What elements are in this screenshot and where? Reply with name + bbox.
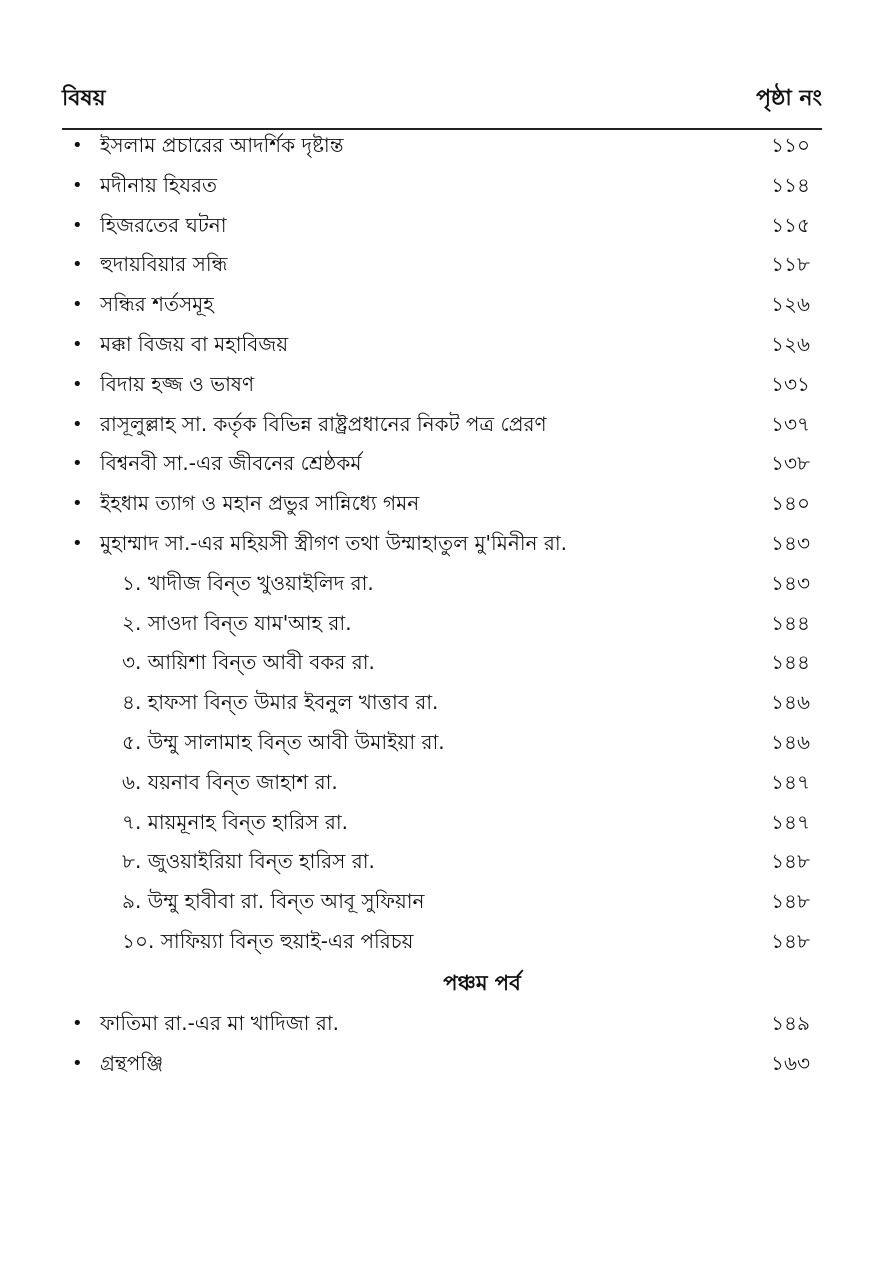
sub-entry-title: ১. খাদীজ বিন্‌ত খুওয়াইলিদ রা.: [122, 570, 374, 595]
toc-entry: [72, 365, 822, 405]
entry-page: ১১৪: [771, 172, 810, 197]
toc-entry: [72, 126, 822, 166]
entry-title: বিশ্বনবী সা.-এর জীবনের শ্রেষ্ঠকর্ম: [100, 451, 362, 476]
section-heading: পঞ্চম পর্ব: [443, 970, 521, 995]
bullet-icon: •: [72, 214, 83, 236]
page-number-column-label: পৃষ্ঠা নং: [756, 86, 822, 111]
entry-title: মক্কা বিজয় বা মহাবিজয়: [100, 331, 289, 356]
sub-entry-title: ৯. উম্মু হাবীবা রা. বিন্‌ত আবূ সুফিয়ান: [122, 889, 425, 914]
bullet-icon: •: [72, 174, 83, 196]
sub-entry-title: ৮. জুওয়াইরিয়া বিন্‌ত হারিস রা.: [122, 849, 375, 874]
entry-title: বিদায় হজ্জ ও ভাষণ: [100, 371, 255, 396]
entry-title: মদীনায় হিযরত: [100, 172, 217, 197]
entry-title: সন্ধির শর্তসমূহ: [100, 292, 214, 317]
bullet-icon: •: [72, 453, 83, 475]
sub-entry-page: ১৪৬: [771, 729, 810, 754]
toc-sub-entry: [72, 604, 822, 644]
entry-page: ১৪৯: [771, 1010, 810, 1035]
sub-entry-page: ১৪৬: [771, 690, 810, 715]
sub-entry-title: ৭. মায়মূনাহ বিন্‌ত হারিস রা.: [122, 809, 349, 834]
entry-page: ১২৬: [771, 292, 810, 317]
sub-entry-title: ৬. যয়নাব বিন্‌ত জাহাশ রা.: [122, 769, 338, 794]
toc-sub-entry: [72, 643, 822, 683]
entry-page: ১১৫: [771, 212, 810, 237]
table-of-contents: [72, 126, 822, 1083]
subject-column-label: বিষয়: [62, 86, 106, 111]
toc-header: [62, 78, 822, 130]
sub-entry-title: ১০. সাফিয়্যা বিন্‌ত হুয়াই-এর পরিচয়: [122, 928, 414, 953]
bullet-icon: •: [72, 532, 83, 554]
sub-entry-title: ৫. উম্মু সালামাহ বিন্‌ত আবী উমাইয়া রা.: [122, 729, 445, 754]
toc-sub-entry: [72, 803, 822, 843]
sub-entry-page: ১৪৭: [771, 769, 810, 794]
entry-page: ১৩৭: [771, 411, 810, 436]
toc-sub-entry: [72, 882, 822, 922]
entry-page: ১৪০: [771, 491, 810, 516]
bullet-icon: •: [72, 373, 83, 395]
bullet-icon: •: [72, 1012, 83, 1034]
bullet-icon: •: [72, 1052, 83, 1074]
toc-entry: [72, 405, 822, 445]
sub-entry-title: ৪. হাফসা বিন্‌ত উমার ইবনুল খাত্তাব রা.: [122, 690, 439, 715]
toc-entry: [72, 1004, 822, 1044]
sub-entry-page: ১৪৩: [771, 570, 810, 595]
bullet-icon: •: [72, 294, 83, 316]
entry-title: ফাতিমা রা.-এর মা খাদিজা রা.: [100, 1010, 339, 1035]
toc-sub-entry: [72, 564, 822, 604]
bullet-icon: •: [72, 135, 83, 156]
entry-title: রাসূলুল্লাহ সা. কর্তৃক বিভিন্ন রাষ্ট্রপ্রধানের নিকট পত্র প্রেরণ: [100, 411, 547, 436]
bullet-icon: •: [72, 413, 83, 435]
entry-title: গ্রন্থপঞ্জি: [100, 1050, 164, 1075]
toc-sub-entry: [72, 763, 822, 803]
entry-page: ১৪৩: [771, 530, 810, 555]
toc-entry: [72, 166, 822, 206]
toc-entry: [72, 1044, 822, 1084]
toc-sub-entry: [72, 723, 822, 763]
toc-entry: [72, 285, 822, 325]
entry-page: ১৩৮: [771, 451, 810, 476]
bullet-icon: •: [72, 493, 83, 515]
entry-page: ১৩১: [771, 371, 810, 396]
entry-title: হিজরতের ঘটনা: [100, 212, 227, 237]
sub-entry-title: ২. সাওদা বিন্‌ত যাম'আহ রা.: [122, 610, 352, 635]
toc-entry: [72, 524, 822, 564]
entry-title: মুহাম্মাদ সা.-এর মহিয়সী স্ত্রীগণ তথা উম্মাহাতুল মু'মিনীন রা.: [100, 530, 567, 555]
toc-entry: [72, 245, 822, 285]
sub-entry-page: ১৪৭: [771, 809, 810, 834]
sub-entry-title: ৩. আয়িশা বিন্‌ত আবী বকর রা.: [122, 650, 375, 675]
entry-title: ইহধাম ত্যাগ ও মহান প্রভুর সান্নিধ্যে গমন: [100, 491, 420, 516]
toc-sub-entry: [72, 842, 822, 882]
sub-entry-page: ১৪৮: [771, 928, 810, 953]
bullet-icon: •: [72, 333, 83, 355]
sub-entry-page: ১৪৮: [771, 889, 810, 914]
entry-title: হুদায়বিয়ার সন্ধি: [100, 252, 228, 277]
toc-sub-entry: [72, 683, 822, 723]
entry-page: ১১৮: [771, 252, 810, 277]
sub-entry-page: ১৪৪: [771, 650, 810, 675]
toc-entry: [72, 206, 822, 246]
entry-page: ১২৬: [771, 331, 810, 356]
toc-entry: [72, 444, 822, 484]
bullet-icon: •: [72, 254, 83, 276]
entry-page: ১১০: [771, 133, 810, 157]
toc-sub-entry: [72, 922, 822, 962]
entry-page: ১৬৩: [771, 1050, 810, 1075]
toc-entry: [72, 484, 822, 524]
entry-title: ইসলাম প্রচারের আদর্শিক দৃষ্টান্ত: [100, 133, 344, 157]
toc-entry: [72, 325, 822, 365]
sub-entry-page: ১৪৪: [771, 610, 810, 635]
sub-entry-page: ১৪৮: [771, 849, 810, 874]
